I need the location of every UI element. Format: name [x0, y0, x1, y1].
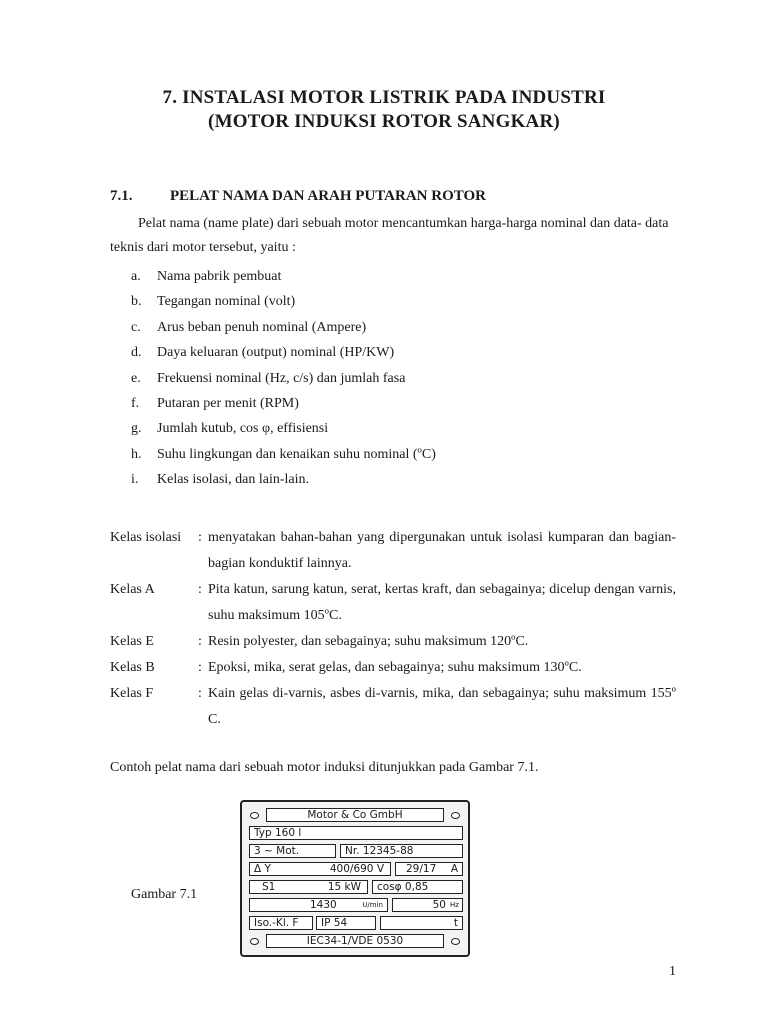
insulation-class-description: Kain gelas di-varnis, asbes di-varnis, mika, dan sebagainya; suhu maksimum 155º C. — [208, 686, 676, 727]
insulation-class-label: Kelas B — [110, 660, 155, 675]
list-text: Suhu lingkungan dan kenaikan suhu nominal (ºC) — [157, 446, 436, 462]
list-marker: h. — [131, 446, 142, 462]
list-marker: e. — [131, 370, 141, 386]
list-item — [131, 345, 436, 370]
insulation-class-description: menyatakan bahan-bahan yang dipergunakan untuk isolasi kumparan dan bagian-bagian konduktif lainnya. — [208, 530, 676, 571]
page-number: 1 — [669, 964, 676, 979]
list-marker: b. — [131, 294, 142, 310]
screw-icon — [250, 812, 259, 819]
list-text: Arus beban penuh nominal (Ampere) — [157, 319, 367, 335]
list-item — [131, 447, 436, 472]
motor-nameplate-figure — [240, 800, 470, 957]
plate-current: 29/17 — [406, 863, 437, 875]
plate-speed: 1430 — [310, 899, 337, 911]
insulation-class-list — [110, 525, 676, 733]
insulation-class-row — [110, 525, 676, 577]
insulation-class-row — [110, 655, 676, 681]
list-item — [131, 320, 436, 345]
list-text: Kelas isolasi, dan lain-lain. — [157, 472, 310, 488]
list-item — [131, 269, 436, 294]
plate-phase: 3 ~ Mot. — [249, 844, 336, 858]
intro-paragraph: Pelat nama (name plate) dari sebuah motor mencantumkan harga-harga nominal dan data- data teknis dari motor tersebut, yaitu : — [110, 216, 669, 255]
colon: : — [198, 686, 202, 701]
plate-ip-rating: IP 54 — [316, 916, 376, 930]
plate-cosphi: cosφ 0,85 — [372, 880, 463, 894]
insulation-class-label: Kelas isolasi — [110, 530, 182, 545]
colon: : — [198, 660, 202, 675]
list-text: Daya keluaran (output) nominal (HP/KW) — [157, 345, 395, 361]
plate-power: 15 kW — [327, 881, 361, 893]
chapter-title-line-1: 7. INSTALASI MOTOR LISTRIK PADA INDUSTRI — [162, 87, 606, 108]
insulation-class-row — [110, 681, 676, 733]
colon: : — [198, 634, 202, 649]
list-item — [131, 294, 436, 319]
list-text: Nama pabrik pembuat — [157, 269, 282, 284]
section-title: PELAT NAMA DAN ARAH PUTARAN ROTOR — [170, 188, 486, 204]
colon: : — [198, 530, 202, 545]
plate-frequency: 50 — [432, 899, 446, 911]
section-number: 7.1. — [110, 188, 133, 204]
plate-type: Typ 160 l — [249, 826, 463, 840]
list-item — [131, 396, 436, 421]
insulation-class-description: Resin polyester, dan sebagainya; suhu maksimum 120ºC. — [208, 634, 529, 649]
nameplate-items-list — [131, 269, 436, 498]
plate-voltage: 400/690 V — [329, 863, 384, 875]
plate-t: t — [380, 916, 463, 930]
list-marker: g. — [131, 421, 142, 437]
screw-icon — [451, 812, 460, 819]
list-item — [131, 421, 436, 446]
plate-serial-number: Nr. 12345-88 — [340, 844, 463, 858]
plate-speed-cell — [249, 898, 388, 912]
list-marker: f. — [131, 395, 140, 411]
list-item — [131, 472, 436, 497]
plate-standard: IEC34-1/VDE 0530 — [266, 934, 444, 948]
section-heading — [110, 188, 486, 205]
chapter-title-line-2: (MOTOR INDUKSI ROTOR SANGKAR) — [208, 111, 560, 132]
plate-voltage-cell — [249, 862, 391, 876]
insulation-class-label: Kelas F — [110, 686, 154, 701]
insulation-class-label: Kelas E — [110, 634, 154, 649]
plate-power-cell — [249, 880, 368, 894]
insulation-class-label: Kelas A — [110, 582, 155, 597]
list-marker: i. — [131, 472, 139, 488]
list-text: Jumlah kutub, cos φ, effisiensi — [157, 421, 329, 437]
plate-current-cell — [395, 862, 463, 876]
screw-icon — [451, 938, 460, 945]
list-item — [131, 371, 436, 396]
plate-manufacturer: Motor & Co GmbH — [266, 808, 444, 822]
plate-speed-unit: U/min — [362, 901, 383, 909]
plate-current-unit: A — [450, 863, 458, 875]
figure-caption: Gambar 7.1 — [131, 887, 198, 902]
plate-duty: S1 — [262, 881, 276, 893]
plate-frequency-cell — [392, 898, 463, 912]
screw-icon — [250, 938, 259, 945]
insulation-class-row — [110, 629, 676, 655]
insulation-class-description: Pita katun, sarung katun, serat, kertas kraft, dan sebagainya; dicelup dengan varnis, suhu maksimum 105ºC. — [208, 582, 676, 623]
list-text: Tegangan nominal (volt) — [157, 294, 296, 310]
insulation-class-row — [110, 577, 676, 629]
plate-frequency-unit: Hz — [450, 901, 459, 909]
example-sentence: Contoh pelat nama dari sebuah motor induksi ditunjukkan pada Gambar 7.1. — [110, 760, 539, 775]
list-text: Putaran per menit (RPM) — [157, 395, 299, 411]
list-marker: d. — [131, 345, 142, 361]
insulation-class-description: Epoksi, mika, serat gelas, dan sebagainya; suhu maksimum 130ºC. — [208, 660, 582, 675]
plate-insulation-class: Iso.-Kl. F — [249, 916, 313, 930]
list-text: Frekuensi nominal (Hz, c/s) dan jumlah fasa — [157, 370, 406, 386]
list-marker: c. — [131, 319, 141, 335]
list-marker: a. — [131, 269, 141, 284]
colon: : — [198, 582, 202, 597]
delta-star-icon: Δ Y — [254, 863, 271, 875]
